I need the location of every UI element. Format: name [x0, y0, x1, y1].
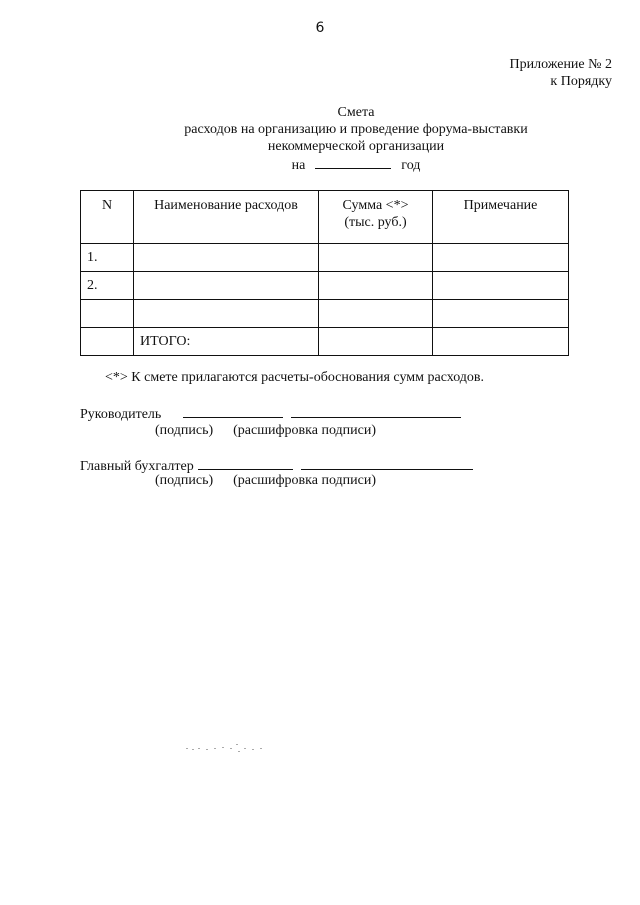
- table-row: [81, 272, 569, 300]
- accountant-decode-blank[interactable]: [301, 456, 473, 470]
- title-line-3: некоммерческой организации: [267, 139, 445, 154]
- head-caption-signature: (подпись): [155, 423, 214, 438]
- cell-note[interactable]: [433, 244, 569, 272]
- head-signature-caption: [155, 423, 376, 439]
- accountant-caption-decode: (расшифровка подписи): [233, 473, 377, 488]
- estimate-table: [80, 190, 569, 356]
- cell-note[interactable]: [433, 272, 569, 300]
- header-sum: [319, 191, 433, 244]
- title-line-2: расходов на организацию и проведение форума-выставки: [184, 122, 528, 137]
- appendix-reference: к Порядку: [550, 74, 612, 89]
- title-year-line: [0, 155, 640, 174]
- footnote: <*> К смете прилагаются расчеты-обоснования сумм расходов.: [105, 370, 485, 385]
- accountant-signature-caption: [155, 473, 376, 489]
- cell-total-note[interactable]: [433, 328, 569, 356]
- table-total-row: [81, 328, 569, 356]
- accountant-caption-signature: (подпись): [155, 473, 214, 488]
- year-blank[interactable]: [315, 155, 391, 169]
- cell-number: 2.: [81, 272, 134, 300]
- scan-artifact: [186, 742, 266, 754]
- cell-total-sum[interactable]: [319, 328, 433, 356]
- header-expense-name: Наименование расходов: [134, 191, 319, 244]
- accountant-label: Главный бухгалтер: [80, 459, 194, 474]
- table-header-row: [81, 191, 569, 244]
- header-number: N: [81, 191, 134, 244]
- cell-expense-name[interactable]: [134, 244, 319, 272]
- accountant-signature-blank[interactable]: [198, 456, 293, 470]
- head-decode-blank[interactable]: [291, 404, 461, 418]
- head-signature-blank[interactable]: [183, 404, 283, 418]
- cell-expense-name[interactable]: [134, 272, 319, 300]
- cell-expense-name[interactable]: [134, 300, 319, 328]
- cell-sum[interactable]: [319, 272, 433, 300]
- title-line-1: Смета: [337, 105, 375, 120]
- appendix-note: [510, 56, 613, 90]
- year-suffix: год: [401, 158, 421, 173]
- header-sum-line-2: (тыс. руб.): [344, 215, 407, 230]
- cell-number: [81, 328, 134, 356]
- year-prefix: на: [291, 158, 306, 173]
- cell-number: [81, 300, 134, 328]
- cell-sum[interactable]: [319, 300, 433, 328]
- header-note: Примечание: [433, 191, 569, 244]
- table-row: [81, 244, 569, 272]
- document-title: [0, 104, 640, 174]
- appendix-number: Приложение № 2: [509, 57, 612, 72]
- cell-sum[interactable]: [319, 244, 433, 272]
- total-label: ИТОГО:: [134, 328, 319, 356]
- head-caption-decode: (расшифровка подписи): [233, 423, 377, 438]
- cell-note[interactable]: [433, 300, 569, 328]
- head-label: Руководитель: [80, 407, 162, 422]
- cell-number: 1.: [81, 244, 134, 272]
- table-row: [81, 300, 569, 328]
- head-signature-line: [80, 404, 461, 423]
- page-number: 6: [315, 20, 325, 36]
- header-sum-line-1: Сумма <*>: [342, 198, 409, 213]
